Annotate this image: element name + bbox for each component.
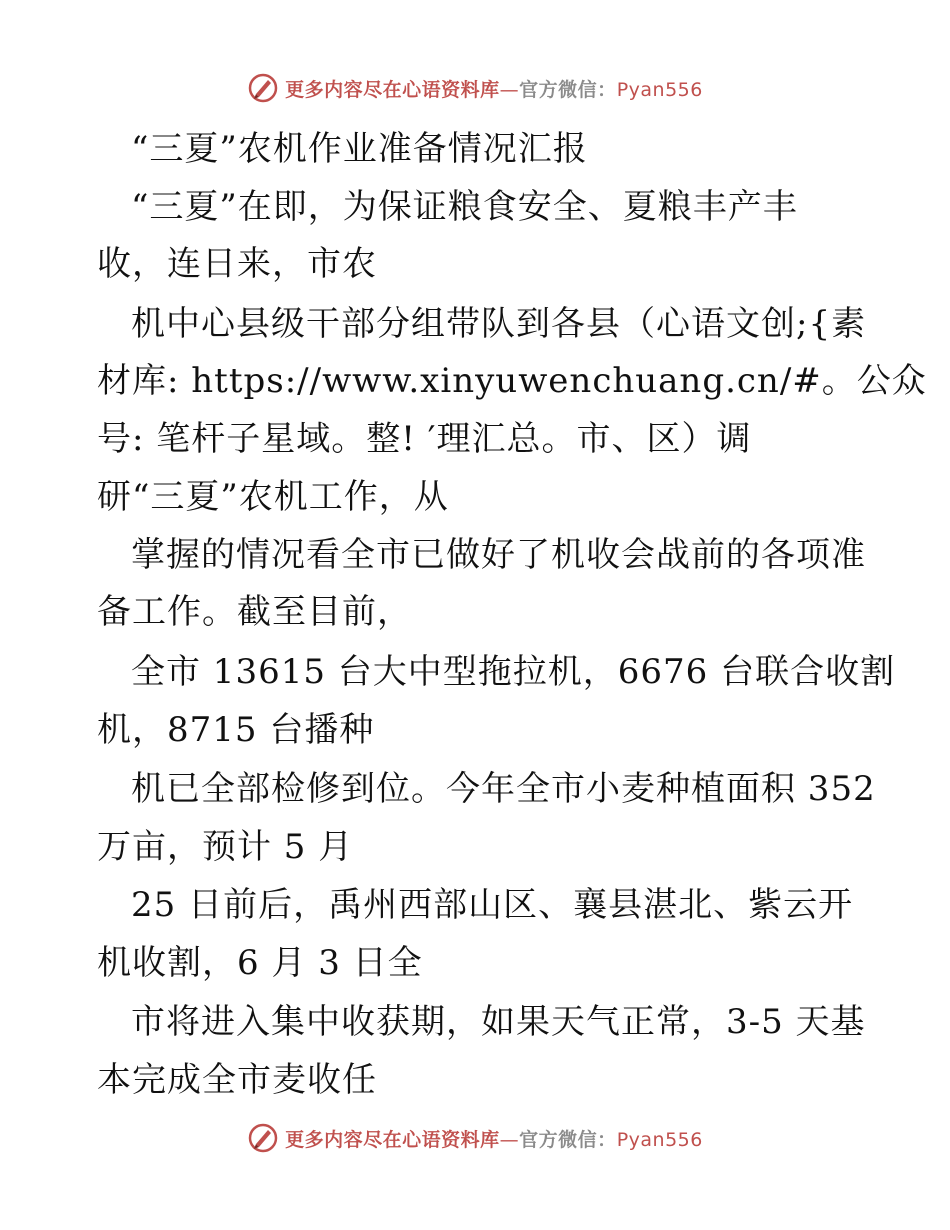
pen-logo-icon xyxy=(247,72,279,104)
banner-text xyxy=(285,75,703,102)
text-line: 机，8715 台播种 xyxy=(97,710,375,750)
banner-wechat-id: Pyan556 xyxy=(616,1128,703,1151)
text-line: 研“三夏”农机工作，从 xyxy=(97,477,449,517)
text-line: 机收割，6 月 3 日全 xyxy=(97,943,423,983)
text-line: 万亩，预计 5 月 xyxy=(97,827,354,867)
text-line: 材库: https://www.xinyuwenchuang.cn/#。公众 xyxy=(97,361,927,401)
banner-main-text: 更多内容尽在心语资料库 xyxy=(285,78,500,101)
pen-logo-icon xyxy=(247,1122,279,1154)
text-line: 掌握的情况看全市已做好了机收会战前的各项准 xyxy=(131,535,866,575)
text-line: 全市 13615 台大中型拖拉机，6676 台联合收割 xyxy=(131,652,896,692)
text-line: “三夏”在即，为保证粮食安全、夏粮丰产丰 xyxy=(131,187,798,227)
text-line: 市将进入集中收获期，如果天气正常，3-5 天基 xyxy=(131,1002,866,1042)
banner-label: 官方微信： xyxy=(519,78,617,101)
text-line: 号: 笔杆子星域。整! ′理汇总。市、区）调 xyxy=(97,419,752,459)
text-line: 本完成全市麦收任 xyxy=(97,1060,377,1100)
text-line: 25 日前后，禹州西部山区、襄县湛北、紫云开 xyxy=(131,885,854,925)
header-banner xyxy=(0,72,950,104)
text-line: 收，连日来，市农 xyxy=(97,244,377,284)
banner-separator: — xyxy=(499,1128,520,1151)
text-line: 机中心县级干部分组带队到各县（心语文创;{素 xyxy=(131,304,867,344)
banner-wechat-id: Pyan556 xyxy=(616,78,703,101)
banner-text xyxy=(285,1125,703,1152)
banner-separator: — xyxy=(499,78,520,101)
banner-main-text: 更多内容尽在心语资料库 xyxy=(285,1128,500,1151)
text-line: 备工作。截至目前， xyxy=(97,592,412,632)
banner-label: 官方微信： xyxy=(519,1128,617,1151)
document-title: “三夏”农机作业准备情况汇报 xyxy=(131,129,588,169)
text-line: 机已全部检修到位。今年全市小麦种植面积 352 xyxy=(131,769,876,809)
footer-banner xyxy=(0,1122,950,1154)
